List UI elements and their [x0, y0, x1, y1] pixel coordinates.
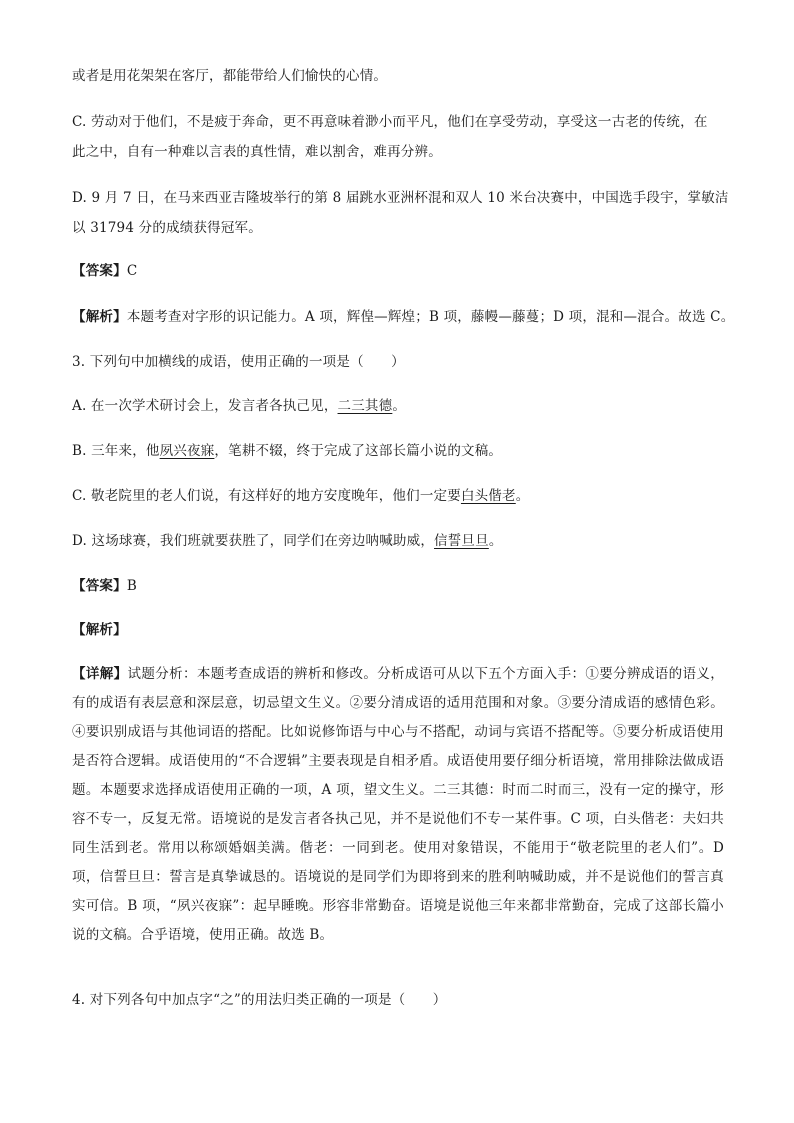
analysis-text: 本题考查对字形的识记能力。A 项，辉偟—辉煌；B 项，藤幔—藤蔓；D 项，混和—混合。故选 C。: [126, 309, 735, 325]
answer-2: [72, 577, 728, 595]
text-line-prev-option: 或者是用花架架在客厅，都能带给人们愉快的心情。: [72, 68, 388, 84]
option-text: B. 三年来，他: [72, 443, 160, 459]
option-text: C. 敬老院里的老人们说，有这样好的地方安度晚年，他们一定要: [72, 488, 461, 504]
analysis-2: [72, 621, 728, 639]
answer-value: C: [126, 263, 138, 279]
question-3-title: 3. 下列句中加横线的成语，使用正确的一项是（ ）: [72, 354, 405, 370]
underlined-idiom: 夙兴夜寐: [159, 443, 215, 459]
answer-tag: 【答案】: [72, 578, 127, 594]
option-d-line-2: 以 31794 分的成绩获得冠军。: [72, 220, 262, 236]
detail-text: 试题分析：本题考查成语的辨析和修改。分析成语可从以下五个方面入手：①要分辨成语的语义，有的成语有表层意和深层意，切忌望文生义。②要分清成语的适用范围和对象。③要分清成语的感情色彩。④要识别成语与其他词语的搭配。比如说修饰语与中心与不搭配，动词与宾语不搭配等。⑤要分析成语使用是否符合逻辑。成语使用的“不合逻辑”主要表现是自相矛盾。成语使用要仔细分析语境，常用排除法做成语题。本题要求选择成语使用正确的一项，A 项，望文生义。二三其德：时而二时而三，没有一定的操守，形容不专一，反复无常。语境说的是发言者各执己见，并不是说他们不专一某件事。C 项，白头偕老：夫妇共同生活到老。常用以称颂婚姻美满。偕老：一同到老。使用对象错误，不能用于“敬老院里的老人们”。D 项，信誓旦旦：誓言是真挚诚恳的。语境说的是同学们为即将到来的胜利呐喊助威，并不是说他们的誓言真实可信。B 项，“夙兴夜寐”：起早睡晚。形容非常勤奋。语境是说他三年来都非常勤奋，完成了这部长篇小说的文稿。合乎语境，使用正确。故选 B。: [72, 666, 724, 943]
question-4-title: 4. 对下列各句中加点字“之”的用法归类正确的一项是（ ）: [72, 992, 447, 1008]
option-text: A. 在一次学术研讨会上，发言者各执己见，: [72, 398, 338, 414]
question-3-option-b: [72, 442, 728, 460]
question-3-option-c: [72, 487, 728, 505]
underlined-idiom: 二三其德: [337, 398, 393, 414]
question-3-option-a: [72, 397, 728, 415]
answer-1: [72, 262, 728, 280]
option-text: ，笔耕不辍，终于完成了这部长篇小说的文稿。: [214, 443, 503, 459]
option-c-line-2: 此之中，自有一种难以言表的真性情，难以割舍，难再分辨。: [72, 144, 442, 160]
analysis-1: [72, 308, 735, 326]
detail-paragraph: [72, 660, 724, 950]
option-d-line-1: D. 9 月 7 日，在马来西亚吉隆坡举行的第 8 届跳水亚洲杯混和双人 10 米台决赛中，中国选手段宇，掌敏洁: [72, 190, 729, 206]
option-text: D. 这场球赛，我们班就要获胜了，同学们在旁边呐喊助威，: [72, 533, 435, 549]
analysis-tag: 【解析】: [72, 622, 127, 638]
question-3-option-d: [72, 532, 728, 550]
answer-value: B: [126, 578, 137, 594]
option-c-line-1: C. 劳动对于他们，不是疲于奔命，更不再意味着渺小而平凡，他们在享受劳动，享受这一古老的传统，在: [72, 114, 708, 130]
detail-tag: 【详解】: [72, 666, 128, 682]
option-text: 。: [392, 398, 407, 414]
analysis-tag: 【解析】: [72, 309, 127, 325]
option-text: 。: [515, 488, 530, 504]
answer-tag: 【答案】: [72, 263, 127, 279]
underlined-idiom: 信誓旦旦: [434, 533, 489, 549]
option-text: 。: [488, 533, 503, 549]
underlined-idiom: 白头偕老: [460, 488, 516, 504]
